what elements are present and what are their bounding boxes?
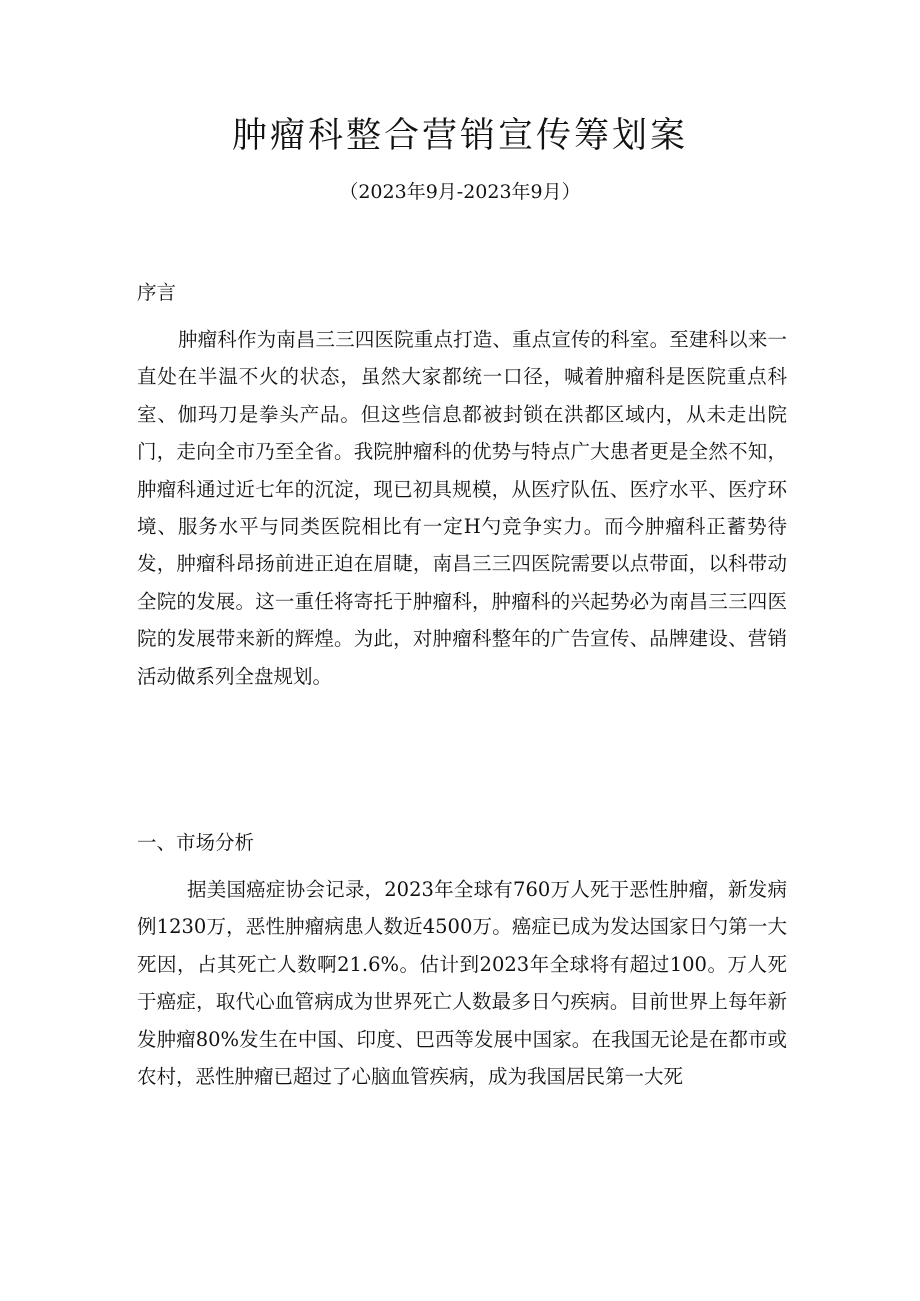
market-analysis-heading: 一、市场分析 xyxy=(137,831,255,854)
market-analysis-paragraph: 据美国癌症协会记录，2023年全球有760万人死于恶性肿瘤，新发病例1230万，恶性肿瘤病患人数近4500万。癌症已成为发达国家日勺第一大死因，占其死亡人数啊21.6%。估计到2023年全球将有超过100。万人死于癌症，取代心血管病成为世界死亡人数最多日勺疾病。目前世界上每年新发肿瘤80%发生在中国、印度、巴西等发展中国家。在我国无论是在都市或农村，恶性肿瘤已超过了心脑血管疾病，成为我国居民第一大死 xyxy=(137,878,787,1089)
preface-heading: 序言 xyxy=(137,281,177,304)
preface-paragraph: 肿瘤科作为南昌三三四医院重点打造、重点宣传的科室。至建科以来一直处在半温不火的状态，虽然大家都统一口径，喊着肿瘤科是医院重点科室、伽玛刀是拳头产品。但这些信息都被封锁在洪都区域内，从未走出院门，走向全市乃至全省。我院肿瘤科的优势与特点广大患者更是全然不知，肿瘤科通过近七年的沉淀，现已初具规模，从医疗队伍、医疗水平、医疗环境、服务水平与同类医院相比有一定H勺竞争实力。而今肿瘤科正蓄势待发，肿瘤科昂扬前进正迫在眉睫，南昌三三四医院需要以点带面，以科带动全院的发展。这一重任将寄托于肿瘤科，肿瘤科的兴起势必为南昌三三四医院的发展带来新的辉煌。为此，对肿瘤科整年的广告宣传、品牌建设、营销活动做系列全盘规划。 xyxy=(137,328,787,688)
document-title: 肿瘤科整合营销宣传筹划案 xyxy=(231,116,688,156)
document-date-range: （2023年9月-2023年9月） xyxy=(339,181,581,203)
